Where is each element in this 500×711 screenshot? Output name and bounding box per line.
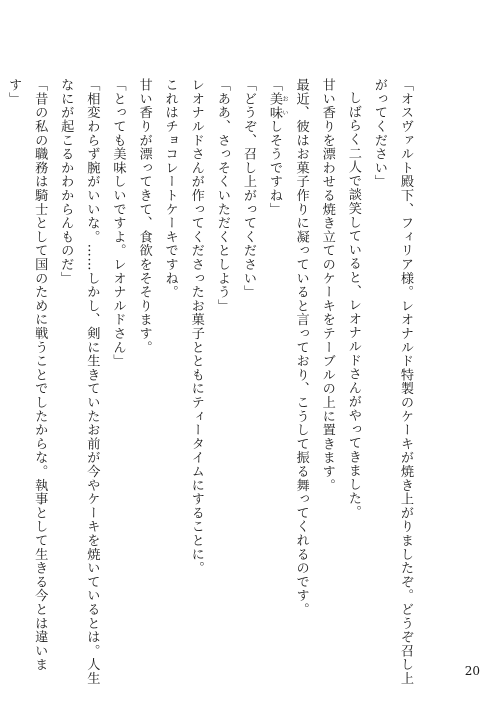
text-line: 「とっても美味しいですよ。レオナルドさん」 xyxy=(110,78,126,368)
text-line: これはチョコレートケーキですね。 xyxy=(162,78,178,299)
text-line: 「昔の私の職務は騎士として国のために戦うことでしたからな。執事として生きる今とは違いま xyxy=(32,78,48,672)
text-line-with-ruby xyxy=(261,78,288,638)
text-line: 甘い香りが漂ってきて、食欲をそそります。 xyxy=(136,78,152,354)
text-line: 「ああ、さっそくいただくとしよう」 xyxy=(214,78,230,313)
text-line: しばらく二人で談笑していると、レオナルドさんがやってきました。 xyxy=(345,91,361,519)
text-line: レオナルドさんが作ってくださったお菓子とともにティータイムにすることに。 xyxy=(188,78,204,575)
open-quote: 「 xyxy=(267,78,283,92)
text-line: す」 xyxy=(6,78,22,106)
text-line: なにが起こるかわからんものだ」 xyxy=(58,78,74,285)
vertical-text-body xyxy=(0,78,418,686)
ruby-base: 美味 xyxy=(267,91,283,120)
ruby-rest: しそうですね」 xyxy=(267,119,283,217)
text-line: 甘い香りを漂わせる焼き立てのケーキをテーブルの上に置きます。 xyxy=(319,78,335,492)
page-number: 20 xyxy=(464,664,480,678)
text-line: 「どうぞ、召し上がってください」 xyxy=(240,78,256,299)
text-line: 「相変わらず腕がいいな。……しかし、剣に生きていたお前が今やケーキを焼いているとは。人生 xyxy=(84,78,100,686)
ruby-reading: おい xyxy=(281,91,289,120)
text-line: 最近、彼はお菓子作りに凝っていると言っており、こうして振る舞ってくれるのです。 xyxy=(293,78,309,617)
text-line: がってください」 xyxy=(371,78,387,189)
text-line: 「オスヴァルト殿下、フィリア様。レオナルド特製のケーキが焼き上がりましたぞ。どうぞ召し上 xyxy=(398,78,413,686)
ruby-annotation xyxy=(267,91,289,120)
